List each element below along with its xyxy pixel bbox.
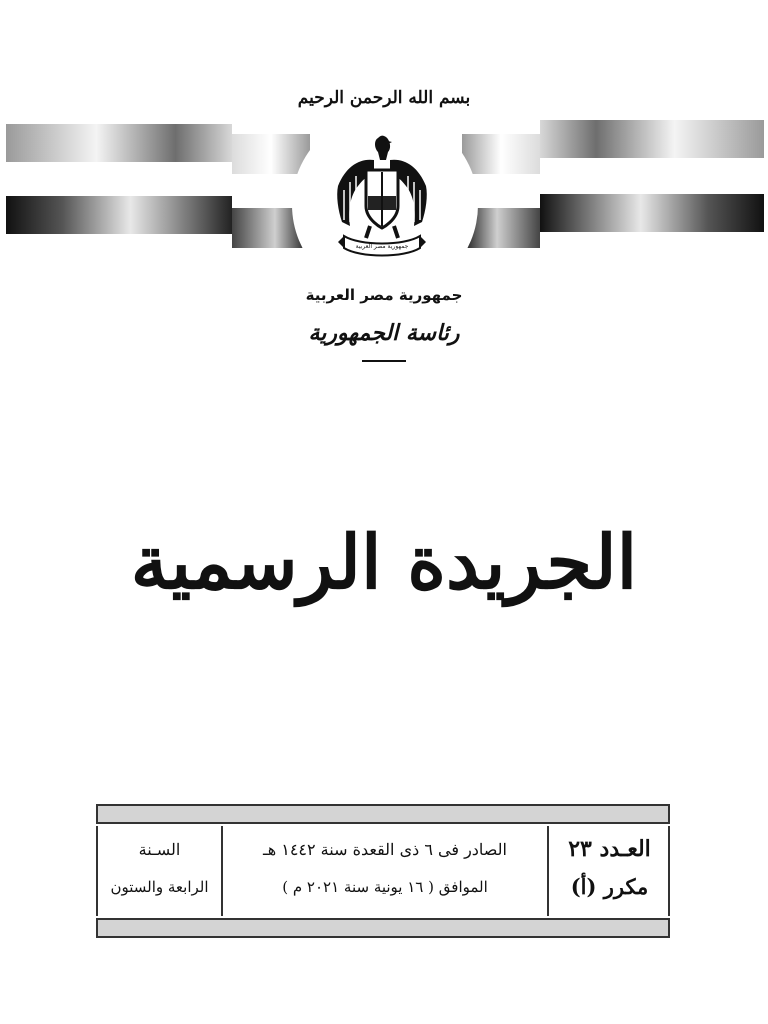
year-cell <box>98 826 221 916</box>
flag-band-black-left-outer <box>6 196 232 234</box>
eagle-emblem-icon <box>330 130 434 260</box>
date-cell <box>223 826 547 916</box>
emblem-scroll-text: جمهورية مصر العربية <box>355 243 409 250</box>
year-value: الرابعة والستون <box>110 878 209 896</box>
basmala: بسم الله الرحمن الرحيم <box>297 88 471 108</box>
flag-band-white-right-inner <box>462 134 540 174</box>
republic-heading: جمهورية مصر العربية <box>305 286 463 304</box>
issue-suffix: مكرر (أ) <box>570 874 649 899</box>
gazette-title: الجريدة الرسمية <box>130 520 638 606</box>
issue-info-row <box>96 826 670 916</box>
info-bar-bottom <box>96 918 670 938</box>
issue-number: العـدد ٢٣ <box>568 836 651 862</box>
corresponding-date: الموافق ( ١٦ يونية سنة ٢٠٢١ م ) <box>282 878 488 896</box>
year-label: السـنة <box>138 840 181 859</box>
flag-band-white-right-outer <box>540 120 764 158</box>
flag-band-black-right-outer <box>540 194 764 232</box>
flag-band-white-left-outer <box>6 124 232 162</box>
presidency-heading: رئاسة الجمهورية <box>308 320 460 346</box>
issued-date: الصادر فى ٦ ذى القعدة سنة ١٤٤٢ هـ <box>263 840 507 859</box>
issue-cell <box>549 826 670 916</box>
presidency-underline <box>362 360 406 362</box>
info-bar-top <box>96 804 670 824</box>
